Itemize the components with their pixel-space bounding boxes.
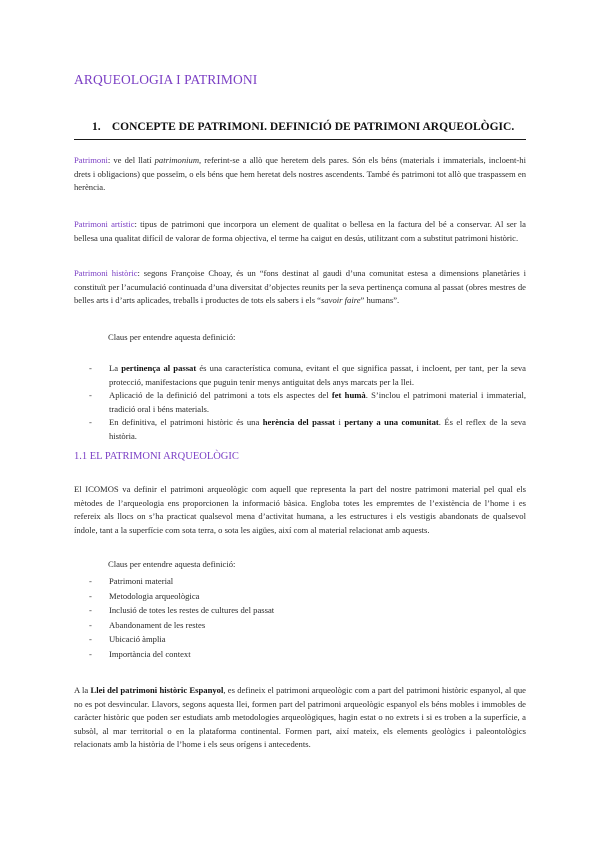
list-text: En definitiva, el patrimoni històric és una — [109, 417, 263, 427]
term-artistic: Patrimoni artístic — [74, 219, 135, 229]
list-bold: fet humà — [331, 390, 366, 400]
list-text: . S’inclou el patrimoni material i immaterial, tradició oral i béns materials. — [109, 390, 527, 414]
list-item — [74, 589, 526, 604]
list-text: Importància del context — [109, 648, 191, 659]
list-dash: - — [89, 576, 92, 586]
list-text: Ubicació àmplia — [109, 634, 166, 644]
list-dash: - — [89, 605, 92, 615]
list-dash: - — [89, 619, 92, 630]
list-dash: - — [89, 417, 92, 427]
term-patrimoni: Patrimoni — [74, 155, 108, 165]
key-points-list — [74, 362, 526, 443]
subsection-title: 1.1 EL PATRIMONI ARQUEOLÒGIC — [74, 451, 239, 462]
heading-underline — [74, 139, 526, 140]
definition-text: : ve del llatí — [107, 155, 155, 165]
paragraph-text: , es defineix el patrimoni arqueològic com a part del patrimoni històric espanyol, al que no es pot desvincular. Llavors, segons aquesta llei, formen part del patrimoni arqueològic espanyol els béns mobles i immobles de caràcter històric que poden ser estudiats amb metodologies arqueològiques, hagin estat o no extrets i si es troben a la superfície, a subsòl, al mar territorial o en la plataforma continental. Formen part, així mateix, els elements geològics i paleontològics relacionats amb la història de l’home i els seus orígens i antecedents. — [74, 685, 526, 749]
icomos-paragraph: El ICOMOS va definir el patrimoni arqueològic com aquell que representa la part del nostre patrimoni material pel qual els mètodes de l’arqueologia ens proporcionen la informació bàsica. Engloba totes les empremtes de l’existència de l’home i es refereix als llocs on s’ha practicat qualsevol mena d’activitat humana, a les estructures i els vestigis abandonats de qualsevol índole, tant a la superfície com sota terra, o sota les aigües, així com al material relacionat amb aquests. — [74, 484, 526, 535]
list-item — [74, 389, 526, 416]
section-title: CONCEPTE DE PATRIMONI. DEFINICIÓ DE PATRIMONI ARQUEOLÒGIC. — [111, 121, 515, 133]
paragraph-text: A la — [74, 685, 91, 695]
definition-text: : segons Françoise Choay, és un “fons destinat al gaudi d’una comunitat estesa a dimensions planetàries i constituït per l’acumulació continuada d’una diversitat d’objectes reunits per la seva pertinença comuna al passat (obres mestres de belles arts i d’arts aplicades, treballs i productes de tots els sabers i els “ — [74, 268, 526, 305]
list-item — [74, 618, 526, 633]
list-text: Patrimoni material — [109, 576, 174, 586]
latin-word: patrimonium — [154, 155, 200, 165]
list-dash: - — [89, 363, 92, 373]
llei-paragraph — [74, 684, 526, 752]
list-text: Metodologia arqueològica — [109, 590, 200, 601]
definition-text: ” humans”. — [360, 295, 400, 305]
list-item — [74, 574, 526, 589]
list-text: és una característica comuna, evitant el que significa passat, i incloent, per tant, per la seva protecció, manifestacions que puguin tenir menys antiguitat dels anys marcats per la llei. — [109, 363, 526, 387]
list-text: Aplicació de la definició del patrimoni a tots els aspectes del — [109, 390, 332, 400]
list-dash: - — [89, 634, 92, 644]
list-dash: - — [89, 390, 92, 400]
list-text: i — [335, 417, 345, 427]
list-bold: herència del passat — [262, 417, 336, 427]
list-item — [74, 632, 526, 647]
law-name: Llei del patrimoni històric Espanyol — [90, 685, 224, 695]
section-heading — [92, 121, 514, 133]
list-item — [74, 603, 526, 618]
document-title: ARQUEOLOGIA I PATRIMONI — [74, 72, 258, 87]
definition-text: , referint-se a allò que heretem dels pares. Són els béns (materials i immaterials, incloent-hi drets i obligacions) que posseïm, o els béns que hem heretat dels nostres ascendents. També és patrimoni tot allò que traspassem en herència. — [74, 155, 526, 192]
definition-historic — [74, 267, 526, 308]
list-item — [74, 362, 526, 389]
section-number: 1. — [92, 121, 101, 133]
list-text: Abandonament de les restes — [109, 619, 206, 630]
key-points-list — [74, 574, 526, 661]
list-dash: - — [89, 648, 92, 659]
key-points-intro: Claus per entendre aquesta definició: — [108, 332, 236, 342]
list-text: . És el reflex de la seva història. — [109, 417, 526, 441]
key-points-intro: Claus per entendre aquesta definició: — [108, 559, 236, 569]
list-bold: pertinença al passat — [121, 363, 197, 373]
list-dash: - — [89, 590, 92, 601]
list-item — [74, 647, 526, 662]
list-bold: pertany a una comunitat — [344, 417, 439, 427]
definition-patrimoni — [74, 154, 526, 195]
definition-text: : tipus de patrimoni que incorpora un element de qualitat o bellesa en la factura del bé a conservar. Al ser la bellesa una qualitat difícil de valorar de forma objectiva, el terme ha caigut en desús, utilitzant com a substitut patrimoni històric. — [74, 219, 526, 243]
term-historic: Patrimoni històric — [74, 268, 138, 278]
list-item — [74, 416, 526, 443]
list-text: La — [109, 363, 122, 373]
definition-artistic — [74, 218, 526, 245]
list-text: Inclusió de totes les restes de cultures del passat — [109, 605, 275, 615]
french-term: savoir faire — [321, 295, 361, 305]
